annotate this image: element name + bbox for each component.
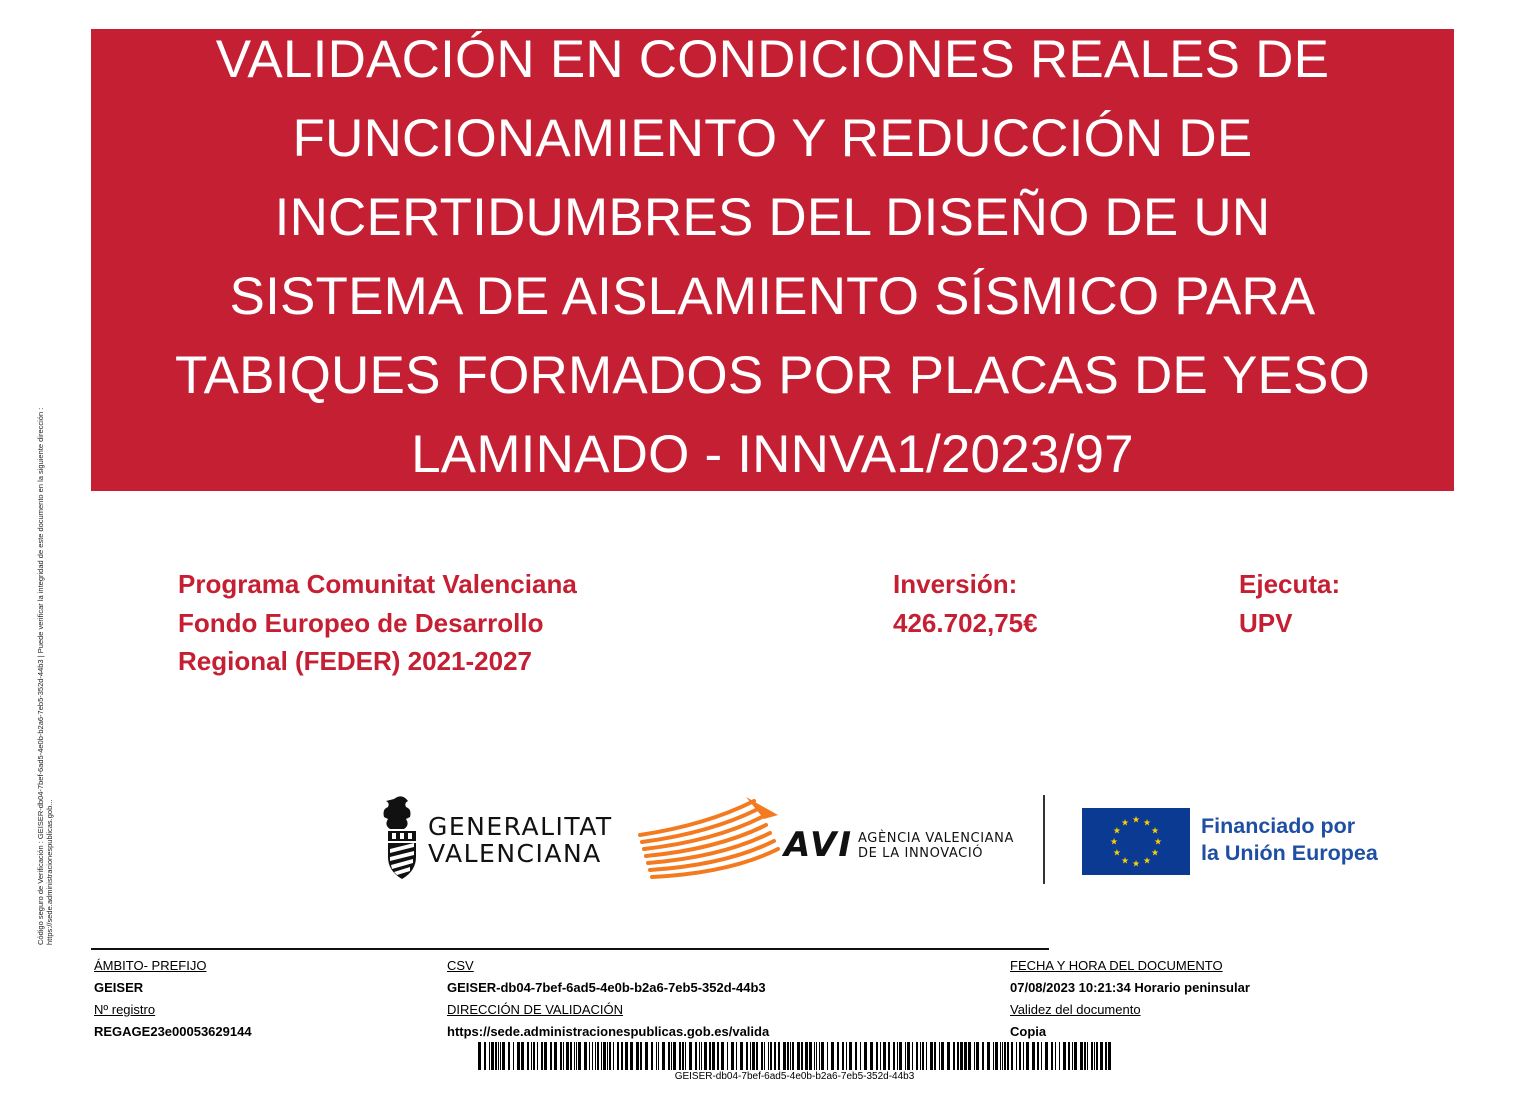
program-line: Fondo Europeo de Desarrollo bbox=[178, 607, 544, 638]
barcode-bar bbox=[685, 1042, 686, 1070]
barcode-bar bbox=[926, 1042, 927, 1070]
executor-label: Ejecuta: bbox=[1239, 569, 1341, 599]
barcode-bar bbox=[658, 1042, 659, 1070]
barcode-bar bbox=[957, 1042, 959, 1070]
direccion-value: https://sede.administracionespublicas.gob.es/valida bbox=[447, 1024, 770, 1039]
barcode-bar bbox=[478, 1042, 481, 1070]
barcode-bar bbox=[805, 1042, 808, 1070]
barcode-bar bbox=[764, 1042, 765, 1070]
program-line: Programa Comunitat Valenciana bbox=[178, 569, 577, 599]
barcode-bar bbox=[1059, 1042, 1060, 1070]
barcode-bar bbox=[500, 1042, 501, 1070]
avi-line-1: AGÈNCIA VALENCIANA bbox=[858, 831, 1014, 846]
barcode-bar bbox=[502, 1042, 505, 1070]
barcode bbox=[478, 1042, 1111, 1070]
eu-star-icon: ★ bbox=[1151, 826, 1160, 837]
investment-label: Inversión: bbox=[893, 569, 1018, 599]
barcode-bar bbox=[993, 1042, 994, 1070]
barcode-bar bbox=[656, 1042, 657, 1070]
side-note-line-2: https://sede.administracionespublicas.gob... bbox=[45, 799, 54, 945]
barcode-bar bbox=[609, 1042, 611, 1070]
barcode-bar bbox=[787, 1042, 789, 1070]
barcode-bar bbox=[1045, 1042, 1048, 1070]
barcode-bar bbox=[589, 1042, 590, 1070]
barcode-bar bbox=[860, 1042, 861, 1070]
registro-value: REGAGE23e00053629144 bbox=[94, 1024, 252, 1039]
barcode-bar bbox=[1011, 1042, 1013, 1070]
barcode-bar bbox=[897, 1042, 898, 1070]
barcode-bar bbox=[721, 1042, 724, 1070]
barcode-bar bbox=[922, 1042, 924, 1070]
project-title bbox=[175, 20, 1370, 494]
barcode-bar bbox=[774, 1042, 776, 1070]
barcode-bar bbox=[746, 1042, 748, 1070]
barcode-bar bbox=[576, 1042, 577, 1070]
program-info bbox=[178, 565, 577, 681]
barcode-bar bbox=[846, 1042, 847, 1070]
barcode-bar bbox=[1087, 1042, 1088, 1070]
barcode-bar bbox=[740, 1042, 743, 1070]
footer-column-fecha bbox=[1010, 955, 1250, 1043]
barcode-bar bbox=[1000, 1042, 1001, 1070]
barcode-bar bbox=[662, 1042, 665, 1070]
eu-star-icon: ★ bbox=[1131, 859, 1141, 870]
barcode-bar bbox=[939, 1042, 940, 1070]
barcode-bar bbox=[770, 1042, 772, 1070]
barcode-bar bbox=[640, 1042, 642, 1070]
footer-rule bbox=[91, 948, 1049, 950]
barcode-bar bbox=[876, 1042, 878, 1070]
barcode-bar bbox=[712, 1042, 715, 1070]
executor-value: UPV bbox=[1239, 607, 1293, 638]
barcode-bar bbox=[893, 1042, 895, 1070]
eu-funding-text bbox=[1201, 813, 1378, 867]
csv-label: CSV bbox=[447, 958, 474, 973]
avi-letters: AVI bbox=[784, 825, 853, 865]
eu-star-icon: ★ bbox=[1131, 815, 1141, 826]
barcode-bar bbox=[1041, 1042, 1042, 1070]
barcode-bar bbox=[695, 1042, 697, 1070]
avi-line-2: DE LA INNOVACIÓ bbox=[858, 846, 984, 861]
barcode-bar bbox=[941, 1042, 944, 1070]
barcode-bar bbox=[491, 1042, 494, 1070]
barcode-bar bbox=[880, 1042, 881, 1070]
barcode-bar bbox=[953, 1042, 955, 1070]
barcode-bar bbox=[888, 1042, 890, 1070]
barcode-bar bbox=[537, 1042, 538, 1070]
barcode-bar bbox=[592, 1042, 593, 1070]
eu-star-icon: ★ bbox=[1151, 848, 1160, 859]
barcode-bar bbox=[554, 1042, 557, 1070]
title-line: VALIDACIÓN EN CONDICIONES REALES DE bbox=[215, 30, 1330, 89]
avi-logo bbox=[636, 795, 1016, 885]
barcode-bar bbox=[584, 1042, 587, 1070]
barcode-bar bbox=[976, 1042, 979, 1070]
barcode-bar bbox=[809, 1042, 812, 1070]
barcode-bar bbox=[527, 1042, 529, 1070]
barcode-bar bbox=[837, 1042, 839, 1070]
barcode-bar bbox=[1019, 1042, 1021, 1070]
barcode-bar bbox=[870, 1042, 873, 1070]
direccion-label: DIRECCIÓN DE VALIDACIÓN bbox=[447, 1002, 624, 1017]
barcode-bar bbox=[947, 1042, 950, 1070]
generalitat-valenciana-logo bbox=[382, 795, 613, 885]
avi-subtitle bbox=[858, 831, 1014, 861]
barcode-bar bbox=[645, 1042, 648, 1070]
title-line: SISTEMA DE AISLAMIENTO SÍSMICO PARA bbox=[229, 267, 1316, 326]
barcode-bar bbox=[899, 1042, 902, 1070]
barcode-bar bbox=[1023, 1042, 1024, 1070]
barcode-bar bbox=[679, 1042, 681, 1070]
eu-star-icon: ★ bbox=[1153, 837, 1163, 848]
title-banner bbox=[91, 29, 1454, 491]
side-note-line-1: Código seguro de Verificación : GEISER-db04-7bef-6ad5-4e0b-b2a6-7eb5-352d-44b3 | Puede verificar la integridad de este documento en la siguiente dirección : bbox=[36, 407, 45, 945]
barcode-bar bbox=[630, 1042, 633, 1070]
barcode-bar bbox=[1105, 1042, 1107, 1070]
barcode-bar bbox=[541, 1042, 543, 1070]
barcode-bar bbox=[1007, 1042, 1009, 1070]
barcode-bar bbox=[912, 1042, 913, 1070]
barcode-bar bbox=[761, 1042, 763, 1070]
barcode-bar bbox=[1004, 1042, 1006, 1070]
barcode-bar bbox=[508, 1042, 510, 1070]
validez-value: Copia bbox=[1010, 1024, 1047, 1039]
barcode-bar bbox=[601, 1042, 602, 1070]
barcode-bar bbox=[1091, 1042, 1093, 1070]
gva-line-1: GENERALITAT bbox=[428, 812, 613, 841]
investment-value: 426.702,75€ bbox=[893, 607, 1038, 638]
barcode-bar bbox=[1096, 1042, 1098, 1070]
footer-column-ambito bbox=[94, 955, 252, 1043]
ambito-label: ÁMBITO- PREFIJO bbox=[94, 958, 207, 973]
barcode-bar bbox=[578, 1042, 581, 1070]
barcode-bar bbox=[489, 1042, 490, 1070]
title-line: FUNCIONAMIENTO Y REDUCCIÓN DE bbox=[292, 109, 1253, 168]
fecha-value: 07/08/2023 10:21:34 Horario peninsular bbox=[1010, 980, 1250, 995]
barcode-bar bbox=[521, 1042, 524, 1070]
barcode-bar bbox=[484, 1042, 486, 1070]
barcode-bar bbox=[709, 1042, 711, 1070]
barcode-bar bbox=[883, 1042, 886, 1070]
barcode-bar bbox=[544, 1042, 547, 1070]
barcode-bar bbox=[1037, 1042, 1039, 1070]
barcode-bar bbox=[752, 1042, 755, 1070]
eu-flag-icon bbox=[1082, 808, 1190, 875]
barcode-bar bbox=[790, 1042, 791, 1070]
barcode-bar bbox=[792, 1042, 794, 1070]
barcode-bar bbox=[560, 1042, 562, 1070]
barcode-bar bbox=[783, 1042, 786, 1070]
barcode-bar bbox=[1108, 1042, 1111, 1070]
program-line: Regional (FEDER) 2021-2027 bbox=[178, 646, 533, 676]
footer-column-csv bbox=[447, 955, 769, 1043]
barcode-bar bbox=[819, 1042, 820, 1070]
barcode-bar bbox=[673, 1042, 676, 1070]
executor-info bbox=[1239, 565, 1340, 642]
barcode-bar bbox=[1080, 1042, 1083, 1070]
logo-divider bbox=[1043, 795, 1045, 884]
barcode-bar bbox=[814, 1042, 815, 1070]
barcode-bar bbox=[517, 1042, 520, 1070]
barcode-bar bbox=[821, 1042, 824, 1070]
barcode-bar bbox=[864, 1042, 867, 1070]
barcode-bar bbox=[1084, 1042, 1086, 1070]
barcode-caption: GEISER-db04-7bef-6ad5-4e0b-b2a6-7eb5-352d-44b3 bbox=[674, 1071, 915, 1082]
barcode-bar bbox=[778, 1042, 780, 1070]
barcode-bar bbox=[533, 1042, 535, 1070]
barcode-bar bbox=[531, 1042, 532, 1070]
barcode-bar bbox=[831, 1042, 834, 1070]
barcode-bar bbox=[968, 1042, 971, 1070]
barcode-bar bbox=[905, 1042, 906, 1070]
barcode-bar bbox=[930, 1042, 933, 1070]
barcode-bar bbox=[704, 1042, 707, 1070]
barcode-bar bbox=[736, 1042, 737, 1070]
barcode-bar bbox=[727, 1042, 728, 1070]
barcode-bar bbox=[1055, 1042, 1056, 1070]
eu-star-icon: ★ bbox=[1109, 837, 1119, 848]
barcode-bar bbox=[920, 1042, 921, 1070]
eu-star-icon: ★ bbox=[1142, 818, 1152, 829]
fecha-label: FECHA Y HORA DEL DOCUMENTO bbox=[1010, 958, 1223, 973]
eu-star-icon: ★ bbox=[1120, 856, 1130, 867]
barcode-bar bbox=[682, 1042, 684, 1070]
barcode-bar bbox=[995, 1042, 998, 1070]
barcode-bar bbox=[498, 1042, 499, 1070]
barcode-bar bbox=[964, 1042, 967, 1070]
validez-label: Validez del documento bbox=[1010, 1002, 1141, 1017]
barcode-bar bbox=[974, 1042, 975, 1070]
barcode-bar bbox=[960, 1042, 963, 1070]
ambito-value: GEISER bbox=[94, 980, 144, 995]
barcode-bar bbox=[816, 1042, 817, 1070]
registro-label: Nº registro bbox=[94, 1002, 156, 1017]
barcode-bar bbox=[699, 1042, 700, 1070]
barcode-bar bbox=[1063, 1042, 1066, 1070]
barcode-bar bbox=[651, 1042, 653, 1070]
barcode-bar bbox=[756, 1042, 758, 1070]
barcode-bar bbox=[717, 1042, 719, 1070]
eu-star-icon: ★ bbox=[1120, 818, 1130, 829]
barcode-bar bbox=[849, 1042, 852, 1070]
barcode-bar bbox=[827, 1042, 828, 1070]
gva-line-2: VALENCIANA bbox=[428, 839, 602, 868]
eu-star-icon: ★ bbox=[1112, 848, 1121, 859]
title-line: TABIQUES FORMADOS POR PLACAS DE YESO bbox=[174, 346, 1371, 405]
barcode-bar bbox=[1100, 1042, 1103, 1070]
barcode-bar bbox=[731, 1042, 734, 1070]
title-line: LAMINADO - INNVA1/2023/97 bbox=[411, 425, 1134, 484]
barcode-bar bbox=[613, 1042, 614, 1070]
barcode-bar bbox=[636, 1042, 639, 1070]
barcode-bar bbox=[987, 1042, 990, 1070]
barcode-bar bbox=[1051, 1042, 1053, 1070]
barcode-bar bbox=[625, 1042, 628, 1070]
gva-shield-icon bbox=[382, 795, 422, 883]
barcode-bar bbox=[597, 1042, 599, 1070]
barcode-bar bbox=[1068, 1042, 1070, 1070]
barcode-bar bbox=[934, 1042, 936, 1070]
verification-side-note bbox=[36, 408, 54, 945]
barcode-bar bbox=[550, 1042, 552, 1070]
barcode-bar bbox=[1026, 1042, 1029, 1070]
barcode-bar bbox=[603, 1042, 606, 1070]
barcode-bar bbox=[495, 1042, 497, 1070]
barcode-bar bbox=[982, 1042, 984, 1070]
gva-wordmark bbox=[428, 813, 613, 867]
barcode-bar bbox=[1032, 1042, 1035, 1070]
barcode-bar bbox=[701, 1042, 702, 1070]
barcode-bar bbox=[617, 1042, 619, 1070]
barcode-bar bbox=[750, 1042, 751, 1070]
title-line: INCERTIDUMBRES DEL DISEÑO DE UN bbox=[274, 188, 1271, 247]
barcode-bar bbox=[855, 1042, 857, 1070]
barcode-bar bbox=[907, 1042, 910, 1070]
barcode-bar bbox=[689, 1042, 692, 1070]
barcode-bar bbox=[1002, 1042, 1003, 1070]
barcode-bar bbox=[574, 1042, 575, 1070]
barcode-bar bbox=[916, 1042, 918, 1070]
barcode-bar bbox=[801, 1042, 803, 1070]
eu-line-2: la Unión Europea bbox=[1201, 841, 1378, 865]
barcode-bar bbox=[570, 1042, 572, 1070]
csv-value: GEISER-db04-7bef-6ad5-4e0b-b2a6-7eb5-352d-44b3 bbox=[447, 980, 766, 995]
barcode-bar bbox=[768, 1042, 769, 1070]
eu-line-1: Financiado por bbox=[1201, 814, 1356, 838]
barcode-bar bbox=[566, 1042, 569, 1070]
investment-info bbox=[893, 565, 1038, 642]
barcode-bar bbox=[1072, 1042, 1073, 1070]
barcode-bar bbox=[607, 1042, 608, 1070]
eu-star-icon: ★ bbox=[1112, 826, 1121, 837]
barcode-bar bbox=[621, 1042, 623, 1070]
eu-star-icon: ★ bbox=[1142, 856, 1152, 867]
barcode-bar bbox=[513, 1042, 514, 1070]
barcode-bar bbox=[1094, 1042, 1095, 1070]
barcode-bar bbox=[671, 1042, 672, 1070]
barcode-bar bbox=[668, 1042, 670, 1070]
barcode-bar bbox=[1074, 1042, 1077, 1070]
avi-swoosh-icon bbox=[636, 795, 786, 885]
barcode-bar bbox=[797, 1042, 800, 1070]
barcode-bar bbox=[563, 1042, 564, 1070]
barcode-bar bbox=[1016, 1042, 1017, 1070]
barcode-bar bbox=[595, 1042, 596, 1070]
barcode-bar bbox=[842, 1042, 844, 1070]
